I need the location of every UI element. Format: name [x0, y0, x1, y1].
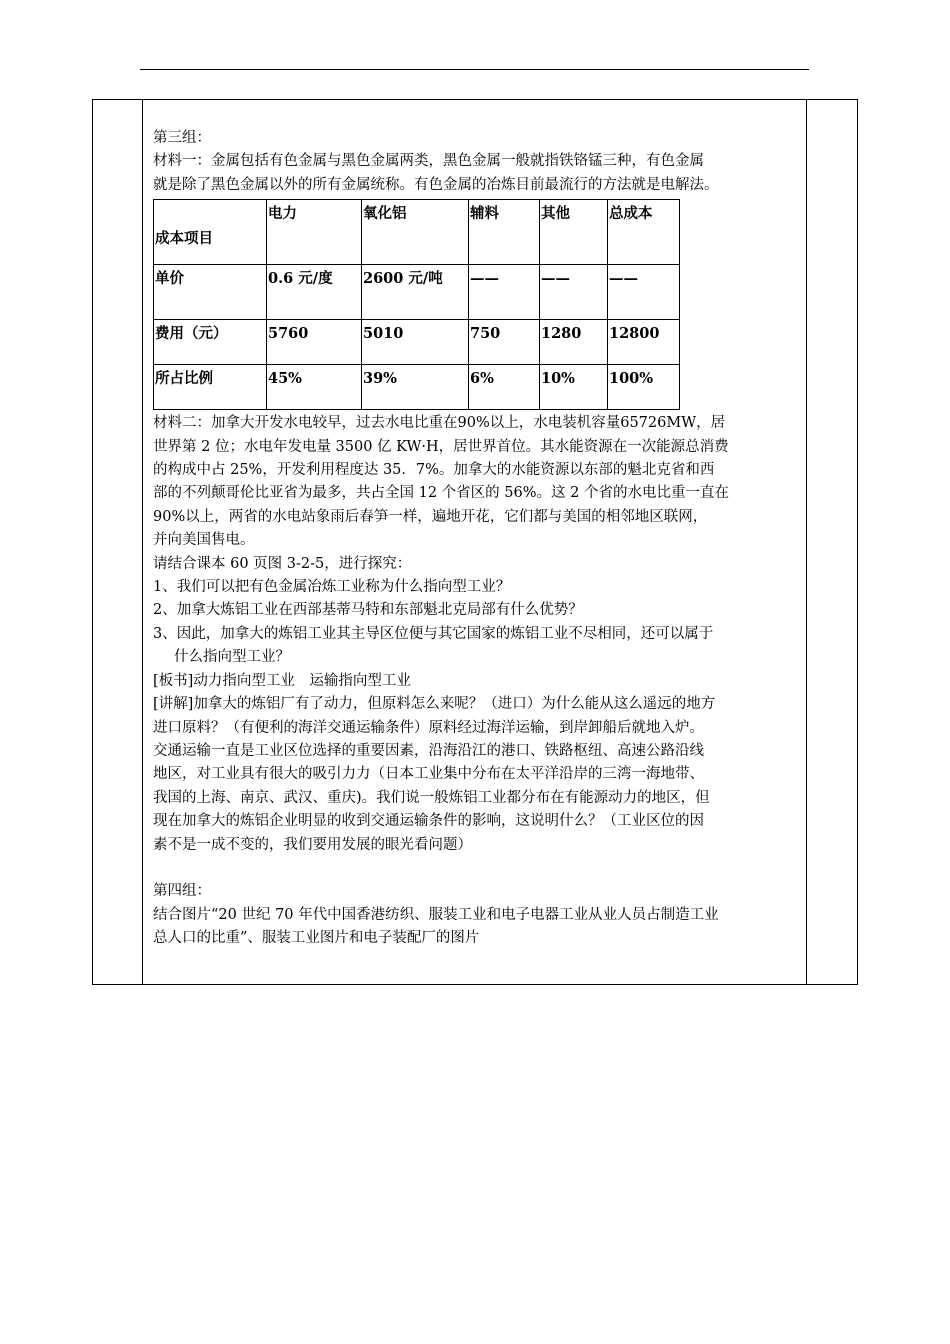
- header-rule: [140, 69, 809, 70]
- table-header-cell: 其他: [540, 200, 608, 265]
- table-header-row: [154, 200, 680, 265]
- table-cell: 费用（元）: [154, 320, 267, 365]
- table-cell: 750: [469, 320, 540, 365]
- lecture-line: 素不是一成不变的，我们要用发展的眼光看问题）: [153, 836, 472, 853]
- table-row: [154, 320, 680, 365]
- question-item: 3、因此，加拿大的炼铝工业其主导区位便与其它国家的炼铝工业不尽相同，还可以属于: [153, 625, 714, 642]
- material2-line: 并向美国售电。: [153, 532, 255, 549]
- table-cell: ——: [469, 265, 540, 320]
- cost-table: [153, 199, 680, 410]
- table-cell: ——: [608, 265, 680, 320]
- table-cell: 6%: [469, 365, 540, 410]
- spacer: [153, 857, 805, 880]
- table-header-cell: 总成本: [608, 200, 680, 265]
- table-cell: 2600 元/吨: [362, 265, 469, 320]
- material2-line: 世界第 2 位；水电年发电量 3500 亿 KW·H，居世界首位。其水能资源在一次能源总消费: [153, 438, 729, 455]
- table-cell: 单价: [154, 265, 267, 320]
- lecture-line: 现在加拿大的炼铝企业明显的收到交通运输条件的影响，这说明什么？（工业区位的因: [153, 813, 704, 830]
- table-cell: 100%: [608, 365, 680, 410]
- table-header-cell: 成本项目: [154, 200, 267, 265]
- table-cell: 39%: [362, 365, 469, 410]
- table-header-cell: 辅料: [469, 200, 540, 265]
- table-cell: 所占比例: [154, 365, 267, 410]
- table-header-cell: 氧化铝: [362, 200, 469, 265]
- table-cell: 45%: [267, 365, 362, 410]
- inquiry-prompt: 请结合课本 60 页图 3-2-5，进行探究：: [153, 555, 412, 572]
- question-item-continuation: 什么指向型工业？: [174, 649, 290, 666]
- right-column-divider: [806, 100, 807, 984]
- table-cell: 10%: [540, 365, 608, 410]
- table-cell: ——: [540, 265, 608, 320]
- material2-line: 的构成中占 25%，开发利用程度达 35．7%。加拿大的水能资源以东部的魁北克省和西: [153, 462, 715, 479]
- group4-line: 结合图片“20 世纪 70 年代中国香港纺织、服装工业和电子电器工业从业人员占制造工业: [153, 906, 719, 923]
- table-cell: 5010: [362, 320, 469, 365]
- table-row: [154, 265, 680, 320]
- material1-line: 材料一：金属包括有色金属与黑色金属两类，黑色金属一般就指铁铬锰三种，有色金属: [153, 153, 704, 170]
- table-row: [154, 365, 680, 410]
- question-item: 1、我们可以把有色金属冶炼工业称为什么指向型工业？: [153, 579, 511, 596]
- table-cell: 5760: [267, 320, 362, 365]
- left-column-divider: [142, 100, 143, 984]
- lecture-line: 进口原料？（有便利的海洋交通运输条件）原料经过海洋运输，到岸卸船后就地入炉。: [153, 719, 704, 736]
- material2-line: 90%以上，两省的水电站象雨后春笋一样，遍地开花，它们都与美国的相邻地区联网，: [153, 508, 708, 525]
- lecture-line: 我国的上海、南京、武汉、重庆)。我们说一般炼铝工业都分布在有能源动力的地区，但: [153, 789, 710, 806]
- lecture-line: 地区，对工业具有很大的吸引力力（日本工业集中分布在太平洋沿岸的三湾一海地带、: [153, 766, 704, 783]
- board-note: [板书]动力指向型工业 运输指向型工业: [153, 672, 411, 689]
- material2-line: 部的不列颠哥伦比亚省为最多，共占全国 12 个省区的 56%。这 2 个省的水电比重一直在: [153, 485, 729, 502]
- question-item: 2、加拿大炼铝工业在西部基蒂马特和东部魁北克局部有什么优势？: [153, 602, 583, 619]
- table-cell: 1280: [540, 320, 608, 365]
- table-cell: 12800: [608, 320, 680, 365]
- table-header-cell: 电力: [267, 200, 362, 265]
- group4-title: 第四组：: [153, 883, 211, 900]
- lesson-content: [153, 127, 805, 951]
- group3-title: 第三组：: [153, 130, 211, 146]
- material1-line: 就是除了黑色金属以外的所有金属统称。有色金属的冶炼目前最流行的方法就是电解法。: [153, 176, 719, 193]
- lecture-line: 交通运输一直是工业区位选择的重要因素，沿海沿江的港口、铁路枢纽、高速公路沿线: [153, 742, 704, 759]
- group4-line: 总人口的比重”、服装工业图片和电子装配厂的图片: [153, 930, 480, 947]
- lecture-line: [讲解]加拿大的炼铝厂有了动力，但原料怎么来呢？（进口）为什么能从这么遥远的地方: [153, 696, 716, 713]
- table-cell: 0.6 元/度: [267, 265, 362, 320]
- material2-line: 材料二：加拿大开发水电较早，过去水电比重在90%以上，水电装机容量65726MW，居: [153, 415, 726, 432]
